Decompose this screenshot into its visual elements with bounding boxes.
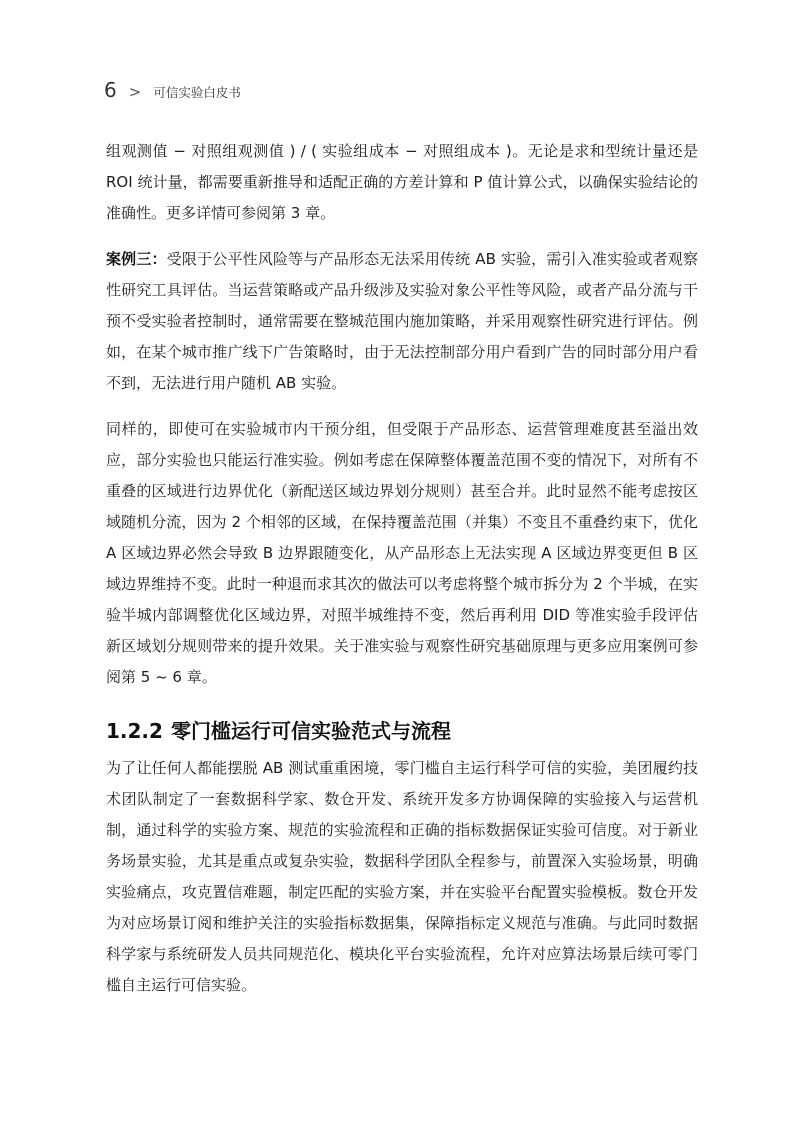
paragraph-zero-threshold: 为了让任何人都能摆脱 AB 测试重重困境，零门槛自主运行科学可信的实验，美团履约技术团队制定了一套数据科学家、数仓开发、系统开发多方协调保障的实验接入与运营机制，通过科学的实验方案、规范的实验流程和正确的指标数据保证实验可信度。对于新业务场景实验，尤其是重点或复杂实验，数据科学团队全程参与，前置深入实验场景，明确实验痛点，攻克置信难题，制定匹配的实验方案，并在实验平台配置实验模板。数仓开发为对应场景订阅和维护关注的实验指标数据集，保障指标定义规范与准确。与此同时数据科学家与系统研发人员共同规范化、模块化平台实验流程，允许对应算法场景后续可零门槛自主运行可信实验。 xyxy=(106,759,698,994)
paragraph-case-three xyxy=(106,244,698,399)
page-body xyxy=(106,136,698,1016)
case-three-label: 案例三： xyxy=(106,250,167,268)
page-number: 6 xyxy=(104,78,117,102)
section-heading xyxy=(106,715,698,747)
paragraph-ratio-metrics: 组观测值 − 对照组观测值 ) / ( 实验组成本 − 对照组成本 )。无论是求和型统计量还是 ROI 统计量，都需要重新推导和适配正确的方差计算和 P 值计算公式，以确保实验结论的准确性。更多详情可参阅第 3 章。 xyxy=(106,142,698,222)
case-three-text: 受限于公平性风险等与产品形态无法采用传统 AB 实验，需引入准实验或者观察性研究工具评估。当运营策略或产品升级涉及实验对象公平性等风险，或者产品分流与干预不受实验者控制时，通常需要在整城范围内施加策略，并采用观察性研究进行评估。例如，在某个城市推广线下广告策略时，由于无法控制部分用户看到广告的同时部分用户看不到，无法进行用户随机 AB 实验。 xyxy=(106,250,698,392)
section-title: 零门槛运行可信实验范式与流程 xyxy=(170,719,451,743)
page-header xyxy=(104,78,241,102)
paragraph-quasi-experiment: 同样的，即使可在实验城市内干预分组，但受限于产品形态、运营管理难度甚至溢出效应，部分实验也只能运行准实验。例如考虑在保障整体覆盖范围不变的情况下，对所有不重叠的区域进行边界优化（新配送区域边界划分规则）甚至合并。此时显然不能考虑按区域随机分流，因为 2 个相邻的区域，在保持覆盖范围（并集）不变且不重叠约束下，优化 A 区域边界必然会导致 B 边界跟随变化，从产品形态上无法实现 A 区域边界变更但 B 区域边界维持不变。此时一种退而求其次的做法可以考虑将整个城市拆分为 2 个半城，在实验半城内部调整优化区域边界，对照半城维持不变，然后再利用 DID 等准实验手段评估新区域划分规则带来的提升效果。关于准实验与观察性研究基础原理与更多应用案例可参阅第 5 ~ 6 章。 xyxy=(106,420,698,686)
running-title: 可信实验白皮书 xyxy=(153,85,241,100)
section-number: 1.2.2 xyxy=(106,719,163,743)
chevron-right-icon: > xyxy=(128,83,142,101)
